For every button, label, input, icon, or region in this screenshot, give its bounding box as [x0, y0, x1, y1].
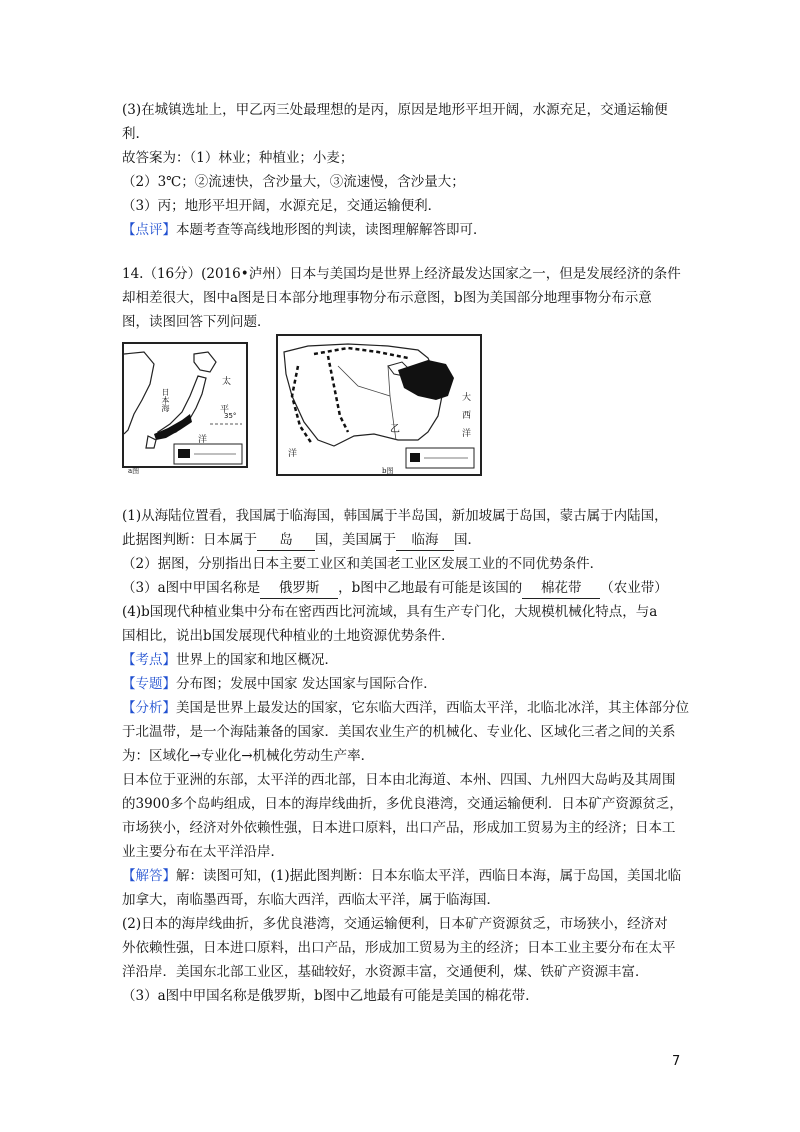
label-pacific: 洋 [288, 449, 298, 459]
text-line: 故答案为：（1）林业；种植业；小麦； [122, 150, 354, 166]
text-line: 于北温带，是一个海陆兼备的国家．美国农业生产的机械化、专业化、区域化三者之间的关系 [122, 724, 676, 740]
question-line: 却相差很大，图中a图是日本部分地理事物分布示意图，b图为美国部分地理事物分布示意 [122, 290, 652, 306]
label-atlantic: 大 [462, 393, 472, 403]
kaodian-line: 【考点】世界上的国家和地区概况． [122, 652, 338, 668]
jieda-tag: 【解答】 [122, 868, 176, 884]
fenxi-tag: 【分析】 [122, 700, 176, 716]
text-line: (3)在城镇选址上，甲乙丙三处最理想的是丙，原因是地形平坦开阔，水源充足，交通运输便 [122, 102, 668, 118]
jieda-line: 【解答】解：读图可知，(1)据此图判断：日本东临太平洋，西临日本海，属于岛国，美国北临 [122, 868, 682, 884]
text-line: （3）a图中甲国名称是 俄罗斯 ，b图中乙地最有可能是该国的 棉花带 （农业带） [122, 578, 668, 599]
label-ocean: 平 [220, 405, 230, 415]
label-yi: 乙 [390, 424, 400, 435]
text-line: 外依赖性强，日本进口原料，出口产品，形成加工贸易为主的经济；日本工业主要分布在太平 [122, 940, 676, 956]
answer-blank: 临海 [396, 530, 454, 551]
page-number: 7 [672, 1054, 681, 1069]
comment-tag: 【点评】 [122, 222, 176, 238]
answer-blank: 棉花带 [522, 578, 600, 599]
zhuanti-tag: 【专题】 [122, 676, 176, 692]
fenxi-line: 【分析】美国是世界上最发达的国家，它东临大西洋，西临太平洋，北临北冰洋，其主体部分位 [122, 700, 689, 716]
label-latitude: 35° [224, 412, 237, 420]
text-line: 利. [122, 126, 140, 142]
label-ocean: 洋 [198, 435, 208, 445]
text-line: 日本位于亚洲的东部，太平洋的西北部，日本由北海道、本州、四国、九州四大岛屿及其周围 [122, 772, 676, 788]
caption-a: a图 [128, 467, 140, 475]
kaodian-tag: 【考点】 [122, 652, 176, 668]
question-line: 14.（16分）(2016•泸州）日本与美国均是世界上经济最发达国家之一，但是发展经济的条件 [122, 266, 681, 282]
text-line: (1)从海陆位置看，我国属于临海国，韩国属于半岛国，新加坡属于岛国，蒙古属于内陆国， [122, 508, 668, 524]
map-japan [122, 342, 248, 468]
text-line: （3）丙；地形平坦开阔，水源充足，交通运输便利． [122, 198, 442, 214]
map-usa [276, 334, 482, 476]
text-line: （3）a图中甲国名称是俄罗斯，b图中乙地最有可能是美国的棉花带． [122, 988, 539, 1004]
figure-maps [122, 334, 482, 476]
comment-line: 【点评】本题考查等高线地形图的判读，读图理解解答即可． [122, 222, 487, 238]
label-ocean: 太 [222, 377, 232, 387]
text-line: （2）据图，分别指出日本主要工业区和美国老工业区发展工业的不同优势条件． [122, 556, 604, 572]
answer-blank: 岛 [257, 530, 315, 551]
text-line: 为：区域化→专业化→机械化劳动生产率． [122, 748, 375, 764]
text-line: 此据图判断：日本属于 岛 国，美国属于 临海 国． [122, 530, 481, 551]
label-atlantic: 西 [462, 411, 472, 421]
label-sea: 日本海 [161, 388, 170, 412]
text-line: 市场狭小，经济对外依赖性强，日本进口原料，出口产品，形成加工贸易为主的经济；日本工 [122, 820, 676, 836]
answer-blank: 俄罗斯 [260, 578, 338, 599]
text-line: (4)b国现代种植业集中分布在密西西比河流域，具有生产专门化，大规模机械化特点，与a [122, 604, 658, 620]
text-line: （2）3℃；②流速快，含沙量大，③流速慢，含沙量大； [122, 174, 465, 190]
text-line: (2)日本的海岸线曲折，多优良港湾，交通运输便利，日本矿产资源贫乏，市场狭小，经济对 [122, 916, 668, 932]
text-line: 洋沿岸．美国东北部工业区，基础较好，水资源丰富，交通便利，煤、铁矿产资源丰富． [122, 964, 649, 980]
zhuanti-line: 【专题】分布图；发展中国家 发达国家与国际合作． [122, 676, 437, 692]
question-line: 图，读图回答下列问题． [122, 314, 271, 330]
text-line: 的3900多个岛屿组成，日本的海岸线曲折，多优良港湾，交通运输便利．日本矿产资源贫乏， [122, 796, 683, 812]
text-line: 加拿大，南临墨西哥，东临大西洋，西临太平洋，属于临海国． [122, 892, 500, 908]
caption-b: b图 [382, 467, 394, 475]
label-atlantic: 洋 [462, 429, 472, 439]
text-line: 业主要分布在太平洋沿岸． [122, 844, 284, 860]
text-line: 国相比，说出b国发展现代种植业的土地资源优势条件． [122, 628, 455, 644]
